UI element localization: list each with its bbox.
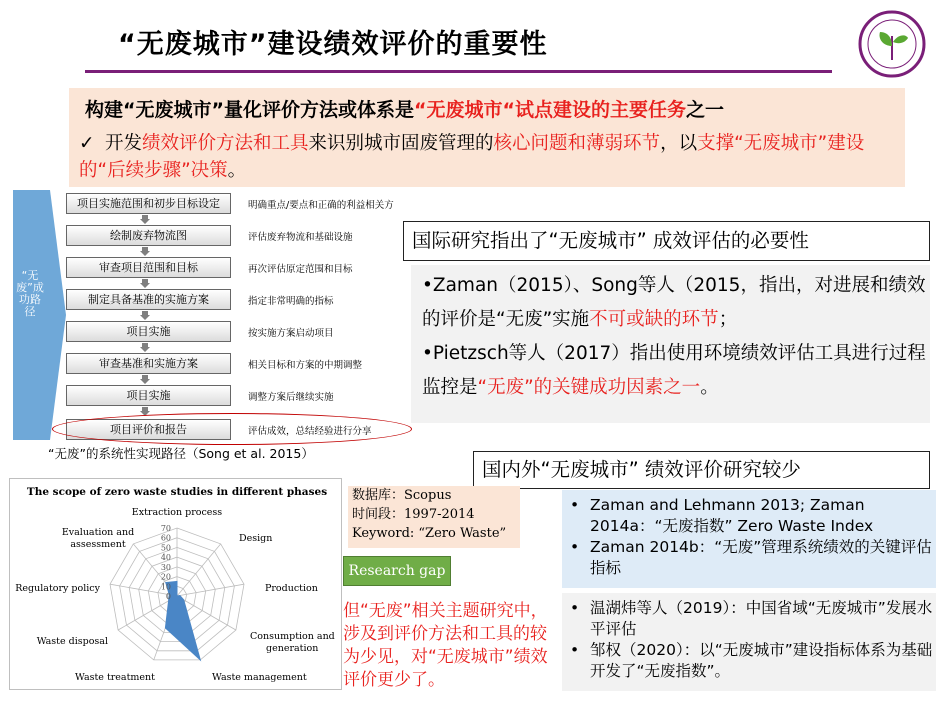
flow-step-box: 项目实施 bbox=[66, 385, 231, 406]
intro-heading: 构建“无废城市”量化评价方法或体系是“无废城市“试点建设的主要任务之一 bbox=[85, 99, 724, 121]
tick-label: 70 bbox=[160, 524, 171, 533]
page-title: “无废城市”建设绩效评价的重要性 bbox=[118, 29, 548, 60]
flow-side-label: “无废”成功路径 bbox=[16, 269, 44, 318]
flow-step-box: 绘制废弃物流图 bbox=[66, 225, 231, 246]
list-item: • Zaman 2014b：“无废”管理系统绩效的关键评估指标 bbox=[562, 537, 936, 579]
database-info bbox=[348, 486, 520, 548]
tick-label: 0 bbox=[165, 592, 171, 601]
intl-heading: 国际研究指出了“无废城市” 成效评估的必要性 bbox=[403, 221, 930, 261]
tick-label: 50 bbox=[160, 543, 171, 553]
research-gap-text: 但“无废”相关主题研究中，涉及到评价方法和工具的较为少见，对“无废城市”绩效评价更少了。 bbox=[343, 601, 548, 690]
flow-step-box: 项目实施范围和初步目标设定 bbox=[66, 193, 231, 214]
down-arrow-icon bbox=[140, 215, 150, 224]
flow-step-desc: 相关目标和方案的中期调整 bbox=[248, 360, 363, 371]
domestic-heading: 国内外“无废城市” 绩效评价研究较少 bbox=[473, 451, 930, 489]
axis-label: Production bbox=[265, 583, 318, 594]
axis-label: Regulatory policy bbox=[15, 583, 100, 594]
intl-bullet-1: •Zaman（2015）、Song等人（2015，指出，对进展和绩效的评价是“无废”实施不可或缺的环节； bbox=[422, 275, 926, 330]
axis-label: Consumption and bbox=[250, 631, 335, 642]
flow-step-desc: 评估废弃物流和基础设施 bbox=[248, 232, 353, 243]
school-logo-icon bbox=[858, 10, 926, 78]
db-line: 时间段：1997-2014 bbox=[352, 507, 475, 522]
flow-step-desc: 调整方案后继续实施 bbox=[248, 392, 334, 403]
chart-title: The scope of zero waste studies in different phases bbox=[26, 486, 328, 498]
axis-label: Waste treatment bbox=[75, 672, 155, 683]
axis-label: Waste management bbox=[212, 672, 307, 683]
down-arrow-icon bbox=[140, 279, 150, 288]
title-divider bbox=[85, 70, 832, 73]
axis-label: Extraction process bbox=[131, 507, 223, 518]
intl-text bbox=[422, 269, 927, 405]
flow-step-desc: 再次评估原定范围和目标 bbox=[248, 264, 353, 275]
tick-label: 20 bbox=[160, 572, 171, 582]
check-icon: ✓ bbox=[79, 133, 95, 154]
domestic-list-b bbox=[562, 593, 936, 691]
flow-caption: “无废”的系统性实现路径（Song et al. 2015） bbox=[48, 446, 314, 461]
list-item: • 邹权（2020）：以“无废城市”建设指标体系为基础开发了“无废指数”。 bbox=[562, 640, 936, 682]
flow-step-box: 审查基准和实施方案 bbox=[66, 353, 231, 374]
flow-step-box: 制定具备基准的实施方案 bbox=[66, 289, 231, 310]
tick-label: 60 bbox=[160, 533, 171, 543]
axis-label: Design bbox=[239, 533, 273, 544]
radar-chart bbox=[10, 479, 343, 691]
highlight-ellipse bbox=[52, 413, 412, 445]
axis-spoke bbox=[177, 544, 221, 596]
list-item: • 温湖炜等人（2019）：中国省域“无废城市”发展水平评估 bbox=[562, 598, 936, 640]
down-arrow-icon bbox=[140, 343, 150, 352]
flow-step-box: 项目实施 bbox=[66, 321, 231, 342]
down-arrow-icon bbox=[140, 247, 150, 256]
down-arrow-icon bbox=[140, 311, 150, 320]
flow-right-arrow bbox=[50, 190, 66, 440]
flow-step-desc: 明确重点/要点和正确的利益相关方 bbox=[248, 200, 394, 211]
tick-label: 30 bbox=[160, 562, 171, 572]
domestic-list-a bbox=[562, 490, 936, 588]
intro-paragraph: ✓ 开发绩效评价方法和工具来识别城市固废管理的核心问题和薄弱环节，以支撑“无废城市”建设的“后续步骤”决策。 bbox=[79, 130, 897, 184]
list-item: • Zaman and Lehmann 2013; Zaman 2014a：“无废指数” Zero Waste Index bbox=[562, 495, 936, 537]
db-line: Keyword: “Zero Waste” bbox=[352, 526, 507, 541]
research-gap-badge: Research gap bbox=[343, 556, 451, 586]
intl-bullet-2: •Pietzsch等人（2017）指出使用环境绩效评估工具进行过程监控是“无废”的关键成功因素之一。 bbox=[422, 343, 926, 398]
tick-label: 10 bbox=[160, 582, 171, 592]
axis-label: assessment bbox=[70, 539, 126, 550]
db-line: 数据库：Scopus bbox=[352, 488, 452, 503]
flow-step-box: 审查项目范围和目标 bbox=[66, 257, 231, 278]
down-arrow-icon bbox=[140, 375, 150, 384]
flow-step-desc: 指定非常明确的指标 bbox=[248, 296, 334, 307]
axis-label: Waste disposal bbox=[36, 636, 108, 647]
radar-chart-frame bbox=[9, 478, 342, 690]
flow-step-box: 项目评价和报告 bbox=[66, 419, 231, 440]
axis-label: Evaluation and bbox=[61, 527, 135, 538]
tick-label: 40 bbox=[160, 553, 171, 563]
flow-step-desc: 按实施方案启动项目 bbox=[248, 328, 334, 339]
axis-label: generation bbox=[266, 643, 319, 654]
flow-step-desc: 评估成效，总结经验进行分享 bbox=[248, 426, 372, 437]
